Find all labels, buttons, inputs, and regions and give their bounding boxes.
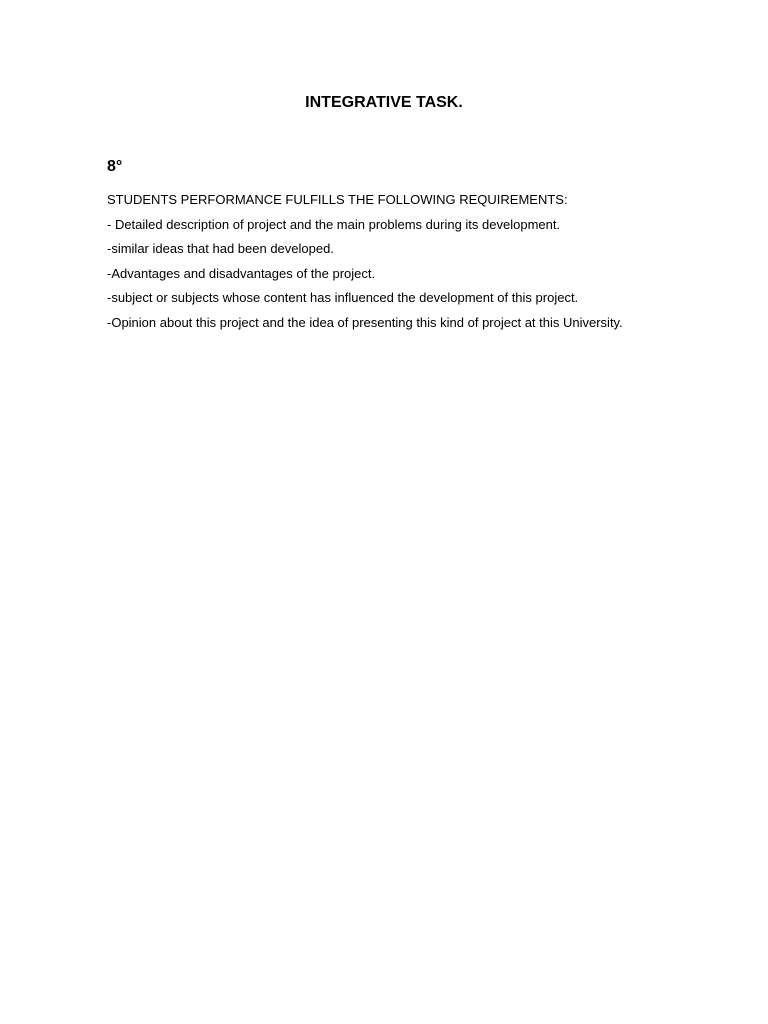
- requirements-intro: STUDENTS PERFORMANCE FULFILLS THE FOLLOWING REQUIREMENTS:: [107, 192, 568, 207]
- requirement-item: -similar ideas that had been developed.: [107, 241, 334, 257]
- requirement-item: -Opinion about this project and the idea of presenting this kind of project at this University.: [107, 314, 623, 330]
- requirements-list: [107, 188, 623, 336]
- requirement-item: -subject or subjects whose content has influenced the development of this project.: [107, 290, 579, 306]
- document-title: INTEGRATIVE TASK.: [305, 94, 463, 111]
- requirement-item: -Advantages and disadvantages of the project.: [107, 265, 376, 281]
- grade-heading: 8°: [107, 158, 123, 175]
- requirement-item: - Detailed description of project and the main problems during its development.: [107, 216, 561, 232]
